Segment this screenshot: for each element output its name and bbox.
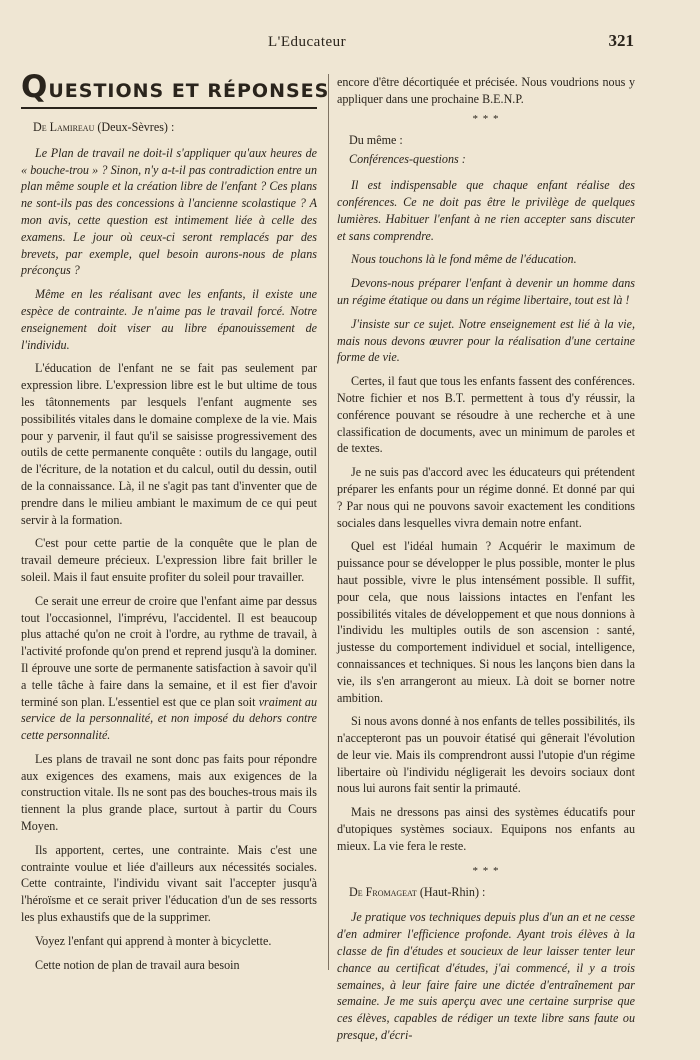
section-separator: * * * bbox=[472, 112, 500, 125]
letter-paragraph: Je pratique vos techniques depuis plus d'un an et ne cesse d'en admirer l'efficience profonde. Ayant trois élèves à la classe de fin d'études et soucieux de leur laisser tenter leur chance au certificat d'études, j'ai commencé, il y a trois semaines, à leur faire faire une dictée d'entraînement par semaine. Je me suis aperçu avec une certaine surprise que ces élèves, capables de rédiger un texte libre sans faute ou presque, d'écri- bbox=[337, 910, 635, 1043]
column-divider bbox=[328, 74, 329, 970]
answer-paragraph: C'est pour cette partie de la conquête que le plan de travail demeure précieux. L'expression libre fait briller le soleil. Mais il faut ensuite profiter du soleil pour travailler. bbox=[21, 536, 317, 584]
right-column bbox=[337, 74, 635, 1051]
answer-paragraph: Mais ne dressons pas ainsi des systèmes éducatifs pour d'utopiques systèmes sociaux. Equipons nos enfants au mieux. La vie fera le reste. bbox=[337, 805, 635, 853]
source-place: (Haut-Rhin) : bbox=[419, 884, 486, 899]
source-name: De Lamireau bbox=[33, 120, 95, 134]
section-separator: * * * bbox=[472, 864, 500, 877]
answer-paragraph: Si nous avons donné à nos enfants de telles possibilités, ils n'accepteront pas un pouvoir étatisé qui gênerait l'évolution de leur vie. Mais ils comprendront aussi l'utopie d'un régime libertaire où l'individu négligerait les devoirs sociaux dont nous lui aurons fait sentir la primauté. bbox=[337, 714, 635, 796]
running-header-title: L'Educateur bbox=[268, 34, 347, 50]
answer-paragraph: Quel est l'idéal humain ? Acquérir le maximum de puissance pour se développer le plus possible, monter le plus haut possible, vivre le plus intensément possible. Il suffit, pour cela, que nous laissions intactes en l'enfant les possibilités vitales de développement et que nous donnions à l'individu les multiples outils de son ascension : santé, justesse du comportement individuel et social, intelligence, connaissances et techniques. Si nous les lançons bien dans la vie, ils s'en arrangeront au mieux. Là doit se borner notre ambition. bbox=[337, 539, 635, 705]
heading-initial: Q bbox=[21, 69, 49, 105]
answer-paragraph: Ce serait une erreur de croire que l'enfant aime par dessus tout l'occasionnel, l'imprévu, l'accidentel. Il est beaucoup plus attaché qu'on ne croit à l'ordre, au rythme de travail, à l'activité profonde qu'on prend et reprend jusqu'à la dominer. Il éprouve une sorte de permanente satisfaction à savoir qu'il a telle tâche à faire dans la semaine, et il est fier d'avoir terminé son plan. L'essentiel est que ce plan soit vraiment au service de la personnalité, et non imposé du dehors contre cette personnalité. bbox=[21, 593, 317, 743]
topic-title: Conférences-questions : bbox=[349, 152, 466, 167]
source-name: De Fromageat bbox=[349, 884, 417, 899]
answer-paragraph: Cette notion de plan de travail aura besoin bbox=[35, 957, 240, 972]
answer-paragraph: Les plans de travail ne sont donc pas faits pour répondre aux exigences des examens, mais aux exigences de la construction vitale. Ils ne sont pas des bouches-trous mais ils tiennent la plus grande place, surtout à partir du Cours Moyen. bbox=[21, 751, 317, 834]
source-fromageat bbox=[337, 884, 635, 901]
answer-paragraph: Ils apportent, certes, une contrainte. Mais c'est une contrainte voulue et liée d'ailleurs aux nécessités sociales. Cette contrainte, l'individu vivant sait l'accepter jusqu'à l'héroïsme et ce serait priver l'éducation d'un de ses ressorts les plus exhaustifs que de la supprimer. bbox=[21, 842, 317, 925]
source-du-meme: Du même : bbox=[349, 132, 403, 147]
question-paragraph: Nous touchons là le fond même de l'éducation. bbox=[351, 252, 577, 267]
source-lamireau bbox=[21, 119, 317, 136]
answer-paragraph: L'éducation de l'enfant ne se fait pas seulement par expression libre. L'expression libre est le but ultime de tous les tâtonnements par lesquels l'enfant augmente ses possibilités vitales dans le domaine complexe de la vie. Mais pour y parvenir, il faut qu'il se saisisse progressivement des outils de cette permanente conquête : outils du langage, outil de l'écriture, de la notation et du calcul, outil du dessin, outil de la connaissance. Là, il ne s'agit pas tant d'inventer que de prendre dans le milieu ambiant le maximum de ce qui peut servir à la formation. bbox=[21, 361, 317, 527]
question-paragraph: J'insiste sur ce sujet. Notre enseignement est lié à la vie, mais nous devons œuvrer pour la réalisation d'une certaine forme de vie. bbox=[337, 316, 635, 365]
question-paragraph: Le Plan de travail ne doit-il s'appliquer qu'aux heures de « bouche-trou » ? Sinon, n'y a-t-il pas contradiction entre un plan même souple et la création libre de l'enfant ? Ces plans ne sont-ils pas des concessions à l'ancienne scolastique ? A mon avis, cette question est intimement liée à celle des examens. Le jour où ceux-ci seront remplacés par des brevets, par exemple, quel besoin aurons-nous de plans préconçus ? bbox=[21, 145, 317, 278]
heading-rest: UESTIONS ET RÉPONSES bbox=[48, 80, 330, 102]
continued-paragraph: encore d'être décortiquée et précisée. Nous voudrions nous y appliquer dans une prochaine B.E.N.P. bbox=[337, 75, 635, 106]
section-heading bbox=[21, 69, 330, 109]
answer-paragraph: Certes, il faut que tous les enfants fassent des conférences. Notre fichier et nos B.T. permettent à tous d'y réussir, la conférence pouvant se résoudre à une recherche et à une classification de documents, avec un minimum de paroles et de textes. bbox=[337, 374, 635, 456]
question-paragraph: Devons-nous préparer l'enfant à devenir un homme dans un régime étatique ou dans un régime libertaire, tout est là ! bbox=[337, 276, 635, 307]
answer-paragraph: Voyez l'enfant qui apprend à monter à bicyclette. bbox=[35, 933, 272, 948]
question-paragraph: Il est indispensable que chaque enfant réalise des conférences. Ce ne doit pas être le privilège de quelques lumières. Habituer l'enfant à ne rien accepter sans discuter et sans comprendre. bbox=[337, 178, 635, 243]
answer-paragraph: Je ne suis pas d'accord avec les éducateurs qui prétendent préparer les enfants pour un régime donné. Et donné par qui ? Par nous qui ne pouvons savoir exactement les conditions sociales dans lesquelles vivra demain notre enfant. bbox=[337, 465, 635, 530]
question-paragraph: Même en les réalisant avec les enfants, il existe une espèce de contrainte. Je n'aime pas le travail forcé. Notre enseignement doit viser au libre épanouissement de l'individu. bbox=[21, 287, 317, 352]
page-number: 321 bbox=[608, 31, 634, 50]
left-column bbox=[21, 69, 330, 980]
source-place: (Deux-Sèvres) : bbox=[97, 120, 175, 134]
